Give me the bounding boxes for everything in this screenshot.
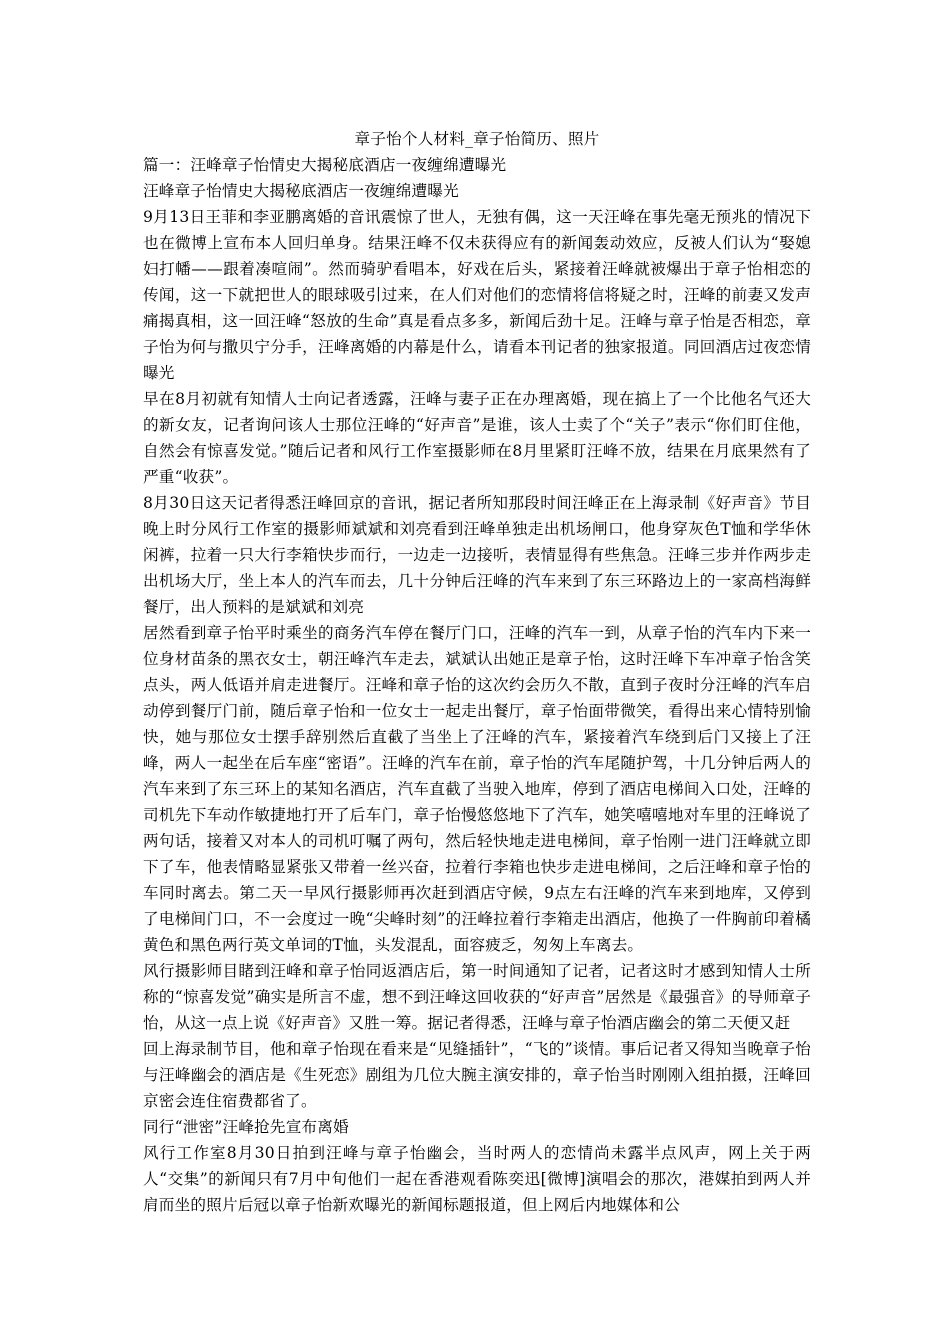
paragraph-tipoff: 早在8月初就有知情人士向记者透露，汪峰与妻子正在办理离婚，现在搞上了一个比他名气还大的新女友，记者询问该人士那位汪峰的“好声音”是谁，该人士卖了个“关子”表示“你们盯住他，自然会有惊喜发觉。”随后记者和风行工作室摄影师在8月里紧盯汪峰不放，结果在月底果然有了严重“收获”。 — [143, 390, 811, 486]
paragraph-article-title: 汪峰章子怡情史大揭秘底酒店一夜缠绵遭曝光 — [143, 182, 459, 200]
paragraph-intro: 9月13日王菲和李亚鹏离婚的音讯震惊了世人，无独有偶，这一天汪峰在事先毫无预兆的情况下也在微博上宣布本人回归单身。结果汪峰不仅未获得应有的新闻轰动效应，反被人们认为“娶媳妇打幡——跟着凑喧闹”。然而骑驴看唱本，好戏在后头，紧接着汪峰就被爆出于章子怡相恋的传闻，这一下就把世人的眼球吸引过来，在人们对他们的恋情将信将疑之时，汪峰的前妻又发声痛揭真相，这一回汪峰“怒放的生命”真是看点多多，新闻后劲十足。汪峰与章子怡是否相恋，章子怡为何与撒贝宁分手，汪峰离婚的内幕是什么，请看本刊记者的独家报道。同回酒店过夜恋情曝光 — [143, 208, 811, 382]
paragraph-surprise: 风行摄影师目睹到汪峰和章子怡同返酒店后，第一时间通知了记者，记者这时才感到知情人士所称的“惊喜发觉”确实是所言不虚，想不到汪峰这回收获的“好声音”居然是《最强音》的导师章子怡，从这一点上说《好声音》又胜一筹。据记者得悉，汪峰与章子怡酒店幽会的第二天便又赶 — [143, 962, 811, 1032]
document-title: 章子怡个人材料_章子怡简历、照片 — [354, 130, 600, 148]
paragraph-heading-part1: 篇一：汪峰章子怡情史大揭秘底酒店一夜缠绵遭曝光 — [143, 156, 507, 174]
paragraph-leak: 风行工作室8月30日拍到汪峰与章子怡幽会，当时两人的恋情尚未露半点风声，网上关于两人“交集”的新闻只有7月中旬他们一起在香港观看陈奕迅[微博]演唱会的那次，港媒拍到两人并肩而坐的照片后冠以章子怡新欢曝光的新闻标题报道，但上网后内地媒体和公 — [143, 1144, 811, 1214]
document-body — [143, 126, 811, 1218]
paragraph-subheading-divorce: 同行“泄密”汪峰抢先宣布离婚 — [143, 1118, 349, 1136]
paragraph-shanghai: 回上海录制节目，他和章子怡现在看来是“见缝插针”，“飞的”谈情。事后记者又得知当晚章子怡与汪峰幽会的酒店是《生死恋》剧组为几位大腕主演安排的，章子怡当时刚刚入组拍摄，汪峰回京密会连住宿费都省了。 — [143, 1040, 811, 1110]
paragraph-airport: 8月30日这天记者得悉汪峰回京的音讯，据记者所知那段时间汪峰正在上海录制《好声音》节目晚上时分风行工作室的摄影师斌斌和刘亮看到汪峰单独走出机场闸口，他身穿灰色T恤和学华休闲裤，拉着一只大行李箱快步而行，一边走一边接听，表情显得有些焦急。汪峰三步并作两步走出机场大厅，坐上本人的汽车而去，几十分钟后汪峰的汽车来到了东三环路边上的一家高档海鲜餐厅，出人预料的是斌斌和刘亮 — [143, 494, 811, 616]
paragraph-restaurant-hotel: 居然看到章子怡平时乘坐的商务汽车停在餐厅门口，汪峰的汽车一到，从章子怡的汽车内下来一位身材苗条的黑衣女士，朝汪峰汽车走去，斌斌认出她正是章子怡，这时汪峰下车冲章子怡含笑点头，两人低语并肩走进餐厅。汪峰和章子怡的这次约会历久不散，直到子夜时分汪峰的汽车启动停到餐厅门前，随后章子怡和一位女士一起走出餐厅，章子怡面带微笑，看得出来心情特别愉快，她与那位女士摆手辞别然后直截了当坐上了汪峰的汽车，紧接着汽车绕到后门又接上了汪峰，两人一起坐在后车座“密语”。汪峰的汽车在前，章子怡的汽车尾随护驾，十几分钟后两人的汽车来到了东三环上的某知名酒店，汽车直截了当驶入地库，停到了酒店电梯间入口处，汪峰的司机先下车动作敏捷地打开了后车门，章子怡慢悠悠地下了汽车，她笑嘻嘻地对车里的汪峰说了两句话，接着又对本人的司机叮嘱了两句，然后轻快地走进电梯间，章子怡刚一进门汪峰就立即下了车，他表情略显紧张又带着一丝兴奋，拉着行李箱也快步走进电梯间，之后汪峰和章子怡的车同时离去。第二天一早风行摄影师再次赶到酒店守候，9点左右汪峰的汽车来到地库，又停到了电梯间门口，不一会度过一晚“尖峰时刻”的汪峰拉着行李箱走出酒店，他换了一件胸前印着橘黄色和黑色两行英文单词的T恤，头发混乱，面容疲乏，匆匆上车离去。 — [143, 624, 811, 954]
